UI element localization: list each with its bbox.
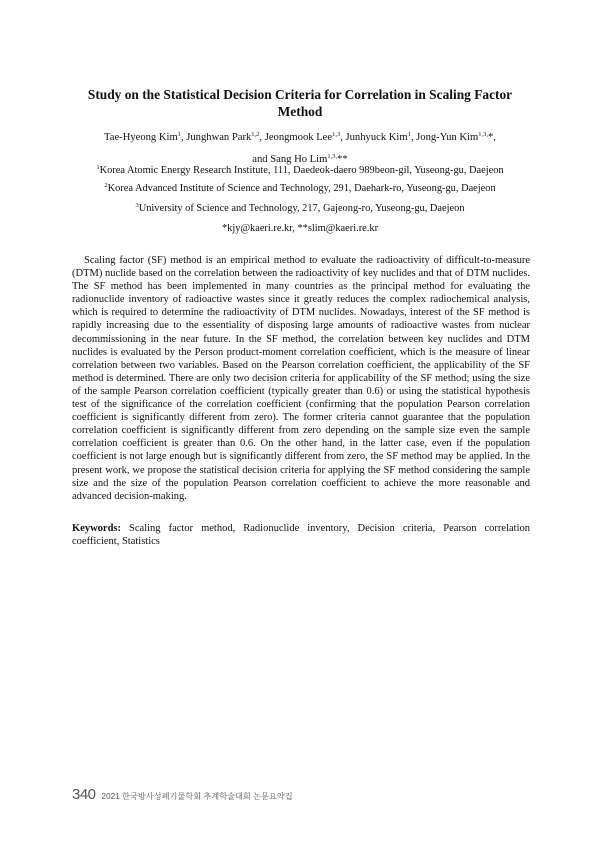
paper-title: Study on the Statistical Decision Criteria for Correlation in Scaling Factor Method bbox=[87, 87, 513, 119]
page-number: 340 bbox=[72, 786, 96, 803]
author-name: Junghwan Park bbox=[186, 132, 252, 143]
author-affiliation-sup: 1,3 bbox=[332, 131, 341, 138]
author-separator: *, bbox=[488, 132, 496, 143]
author-name: Jeongmook Lee bbox=[264, 132, 333, 143]
affiliation-text: Korea Atomic Energy Research Institute, 111, Daedeok-daero 989beon-gil, Yuseong-gu, Daejeon bbox=[99, 165, 504, 176]
affiliation-text: Korea Advanced Institute of Science and Technology, 291, Daehark-ro, Yuseong-gu, Daejeon bbox=[107, 183, 496, 194]
affiliation-sup: 1 bbox=[96, 164, 100, 171]
affiliation-2 bbox=[70, 182, 530, 196]
corresponding-mark: ** bbox=[337, 154, 348, 165]
affiliation-sup: 2 bbox=[104, 182, 108, 189]
author-conjunction: and bbox=[252, 154, 271, 165]
affiliation-3 bbox=[70, 202, 530, 216]
author-name: Sang Ho Lim bbox=[270, 154, 328, 165]
affiliation-1 bbox=[70, 164, 530, 178]
affiliation-sup: 3 bbox=[135, 202, 139, 209]
keywords-text: Scaling factor method, Radionuclide inventory, Decision criteria, Pearson correlation coefficient, Statistics bbox=[72, 523, 530, 548]
affiliation-text: University of Science and Technology, 217, Gajeong-ro, Yuseong-gu, Daejeon bbox=[138, 203, 465, 214]
page-footer bbox=[72, 786, 293, 804]
author-separator: , bbox=[259, 132, 265, 143]
abstract-text: Scaling factor (SF) method is an empirical method to evaluate the radioactivity of difficult-to-measure (DTM) nuclide based on the correlation between the radioactivity of key nuclides and that of DTM nuclides. The SF method has been implemented in many countries as the principal method for evaluating the radionuclide inventory of radioactive wastes since it greatly reduces the complex radiochemical analysis, which is required to determine the radioactivity of DTM nuclides. Nowadays, interest of the SF method is rapidly increasing due to the essentiality of disposing large amounts of radioactive wastes from nuclear decommissioning in the near future. In the SF method, the correlation between key nuclides and DTM nuclides is evaluated by the Person product-moment correlation coefficient, which is the measure of linear correlation between two variables. Based on the Pearson correlation coefficient, the applicability of the SF method is determined. There are only two decision criteria for applicability of the SF method; using the size of the sample Pearson correlation coefficient (typically greater than 0.6) or using the statistical hypothesis test of the significance of the correlation coefficient (confirming that the population Pearson correlation coefficient is significantly different from zero). The former criteria cannot guarantee that the population correlation coefficient is significantly different from zero depending on the sample size even the sample correlation coefficient is greater than 0.6. On the other hand, in the latter case, even if the population coefficient is not large enough but is significantly different from zero, the SF method may be applied. In the present work, we propose the statistical decision criteria for applying the SF method considering the sample size and the size of the population Pearson correlation coefficient to achieve the more reasonable and advanced decision-making. bbox=[72, 255, 530, 502]
author-affiliation-sup: 1 bbox=[407, 131, 411, 138]
author-affiliation-sup: 1,3, bbox=[327, 153, 338, 160]
author-name: Jong-Yun Kim bbox=[416, 132, 479, 143]
author-emails: *kjy@kaeri.re.kr, **slim@kaeri.re.kr bbox=[221, 223, 379, 234]
author-separator: , bbox=[340, 132, 346, 143]
author-separator: , bbox=[180, 132, 187, 143]
author-separator: , bbox=[410, 132, 417, 143]
author-name: Tae-Hyeong Kim bbox=[104, 132, 178, 143]
author-affiliation-sup: 1,2 bbox=[251, 131, 260, 138]
author-affiliation-sup: 1,3, bbox=[478, 131, 488, 138]
author-affiliation-sup: 1 bbox=[177, 131, 181, 138]
author-line-1 bbox=[70, 127, 530, 149]
author-name: Junhyuck Kim bbox=[345, 132, 408, 143]
keywords bbox=[72, 522, 530, 548]
keywords-label: Keywords: bbox=[72, 523, 121, 534]
proceedings-name: 2021 한국방사성폐기물학회 추계학술대회 논문요약집 bbox=[101, 792, 293, 801]
